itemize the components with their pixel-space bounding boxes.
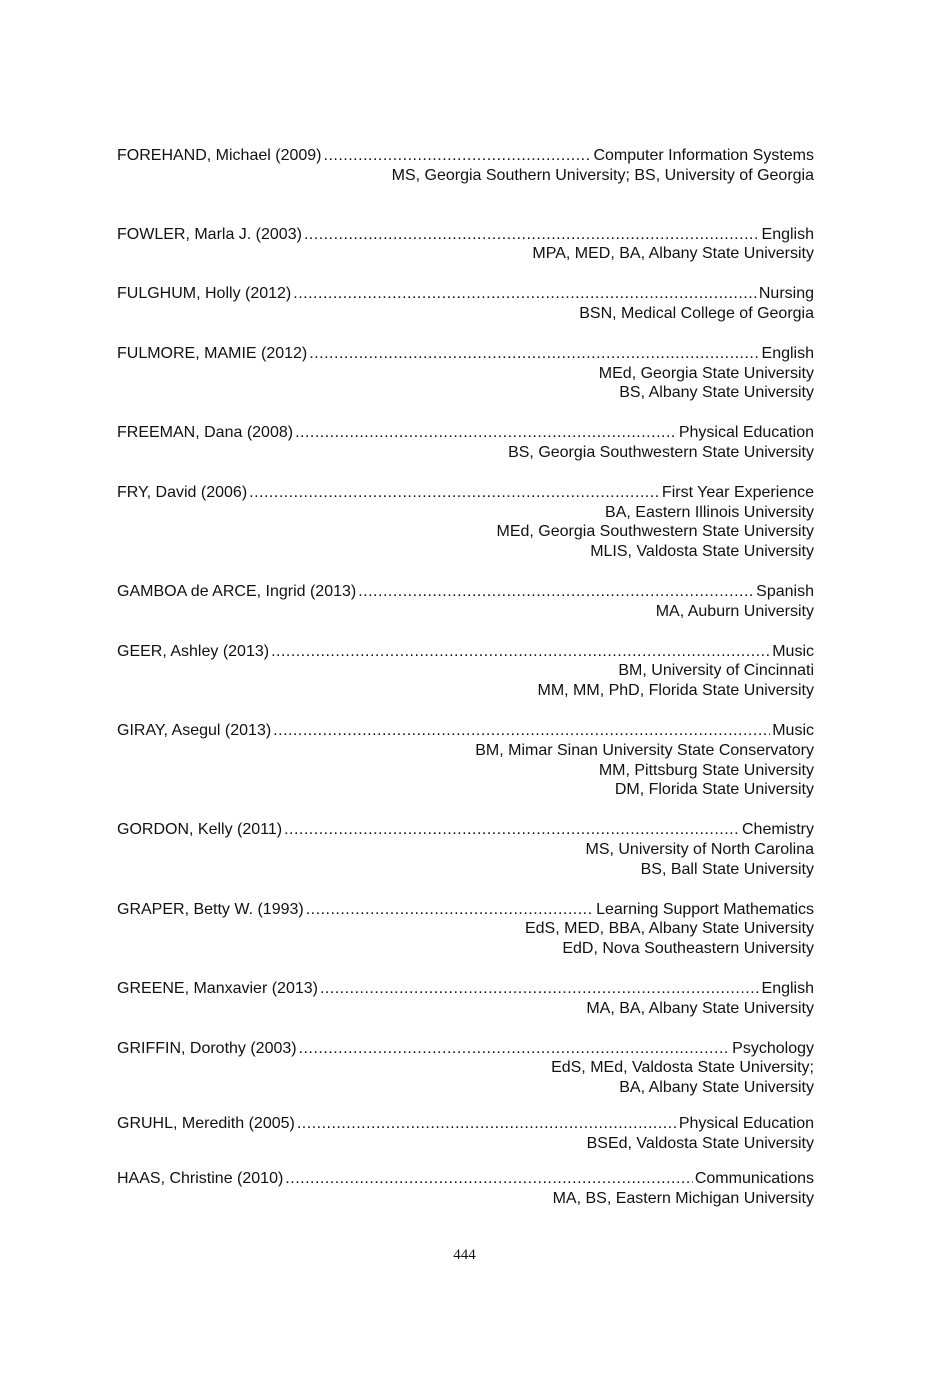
dot-leader [284, 820, 740, 840]
entry-heading [117, 483, 814, 503]
degree-line: MM, MM, PhD, Florida State University [537, 682, 814, 700]
degree-line: MA, BS, Eastern Michigan University [552, 1190, 814, 1208]
entry-heading [117, 582, 814, 602]
faculty-name: GEER, Ashley (2013) [117, 642, 270, 660]
entry-heading [117, 146, 814, 166]
degree-line: EdD, Nova Southeastern University [562, 940, 814, 958]
department: Physical Education [678, 1114, 814, 1132]
dot-leader [293, 284, 757, 304]
entry-heading [117, 820, 814, 840]
faculty-entry [117, 1114, 814, 1154]
degree-line: MPA, MED, BA, Albany State University [532, 245, 814, 263]
faculty-list [117, 146, 814, 1209]
faculty-name: GAMBOA de ARCE, Ingrid (2013) [117, 582, 357, 600]
faculty-name: FREEMAN, Dana (2008) [117, 424, 294, 442]
department: Psychology [732, 1039, 814, 1057]
degree-line: BSEd, Valdosta State University [586, 1134, 814, 1152]
degree-line: BM, Mimar Sinan University State Conservatory [475, 741, 814, 759]
faculty-name: GORDON, Kelly (2011) [117, 821, 283, 839]
faculty-name: HAAS, Christine (2010) [117, 1170, 284, 1188]
department: Spanish [756, 582, 814, 600]
faculty-entry [117, 721, 814, 800]
entry-heading [117, 423, 814, 443]
department: Computer Information Systems [593, 147, 814, 164]
department: Chemistry [741, 821, 814, 839]
faculty-name: FOREHAND, Michael (2009) [117, 147, 322, 164]
degree-line: MEd, Georgia State University [598, 364, 814, 382]
department: Nursing [758, 285, 814, 303]
degree-line: BA, Albany State University [619, 1079, 814, 1097]
faculty-entry [117, 582, 814, 622]
department: Learning Support Mathematics [596, 900, 814, 918]
department: Music [772, 642, 814, 660]
dot-leader [306, 900, 594, 920]
entry-heading [117, 1169, 814, 1189]
faculty-entry [117, 344, 814, 403]
entry-heading [117, 1039, 814, 1059]
degree-line: BSN, Medical College of Georgia [579, 304, 814, 322]
degree-line: BS, Ball State University [640, 860, 814, 878]
faculty-entry [117, 979, 814, 1019]
degree-line: DM, Florida State University [614, 781, 814, 799]
dot-leader [285, 1169, 693, 1189]
department: Physical Education [678, 424, 814, 442]
entry-heading [117, 225, 814, 245]
degree-line: EdS, MEd, Valdosta State University; [551, 1059, 814, 1077]
dot-leader [297, 1114, 677, 1134]
entry-heading [117, 284, 814, 304]
department: English [761, 979, 814, 997]
degree-line: EdS, MED, BBA, Albany State University [524, 920, 814, 938]
faculty-entry [117, 225, 814, 265]
degree-line: MLIS, Valdosta State University [590, 543, 814, 561]
faculty-entry [117, 642, 814, 701]
degree-line: BS, Albany State University [619, 384, 814, 402]
faculty-name: GRAPER, Betty W. (1993) [117, 900, 304, 918]
faculty-name: FULMORE, MAMIE (2012) [117, 344, 308, 362]
entry-heading [117, 1114, 814, 1134]
entry-heading [117, 642, 814, 662]
dot-leader [324, 146, 592, 166]
entry-heading [117, 344, 814, 364]
department: English [761, 225, 814, 243]
dot-leader [295, 423, 677, 443]
dot-leader [273, 721, 770, 741]
dot-leader [358, 582, 754, 602]
degree-line: MS, Georgia Southern University; BS, University of Georgia [391, 166, 814, 184]
faculty-name: FULGHUM, Holly (2012) [117, 285, 292, 303]
faculty-entry [117, 820, 814, 879]
degree-line: MA, BA, Albany State University [586, 999, 814, 1017]
faculty-entry [117, 284, 814, 324]
faculty-name: GRIFFIN, Dorothy (2003) [117, 1039, 297, 1057]
faculty-entry [117, 146, 814, 186]
department: English [761, 344, 814, 362]
degree-line: MEd, Georgia Southwestern State University [496, 523, 814, 541]
faculty-name: GREENE, Manxavier (2013) [117, 979, 318, 997]
faculty-name: GRUHL, Meredith (2005) [117, 1114, 295, 1132]
dot-leader [304, 225, 760, 245]
dot-leader [299, 1039, 731, 1059]
degree-line: BA, Eastern Illinois University [605, 503, 814, 521]
entry-heading [117, 900, 814, 920]
department: Music [772, 721, 814, 739]
faculty-entry [117, 423, 814, 463]
faculty-entry [117, 1039, 814, 1098]
department: First Year Experience [661, 483, 814, 501]
degree-line: MS, University of North Carolina [585, 840, 814, 858]
degree-line: BS, Georgia Southwestern State University [508, 443, 814, 461]
degree-line: MA, Auburn University [655, 602, 814, 620]
dot-leader [309, 344, 759, 364]
entry-heading [117, 979, 814, 999]
faculty-name: FOWLER, Marla J. (2003) [117, 225, 302, 243]
faculty-name: FRY, David (2006) [117, 483, 248, 501]
entry-heading [117, 721, 814, 741]
faculty-entry [117, 900, 814, 959]
degree-line: BM, University of Cincinnati [618, 662, 814, 680]
department: Communications [694, 1170, 814, 1188]
degree-line: MM, Pittsburg State University [598, 761, 814, 779]
faculty-entry [117, 1169, 814, 1209]
dot-leader [271, 642, 770, 662]
faculty-name: GIRAY, Asegul (2013) [117, 721, 272, 739]
faculty-entry [117, 483, 814, 562]
dot-leader [320, 979, 760, 999]
page-number: 444 [453, 1247, 476, 1263]
dot-leader [249, 483, 660, 503]
